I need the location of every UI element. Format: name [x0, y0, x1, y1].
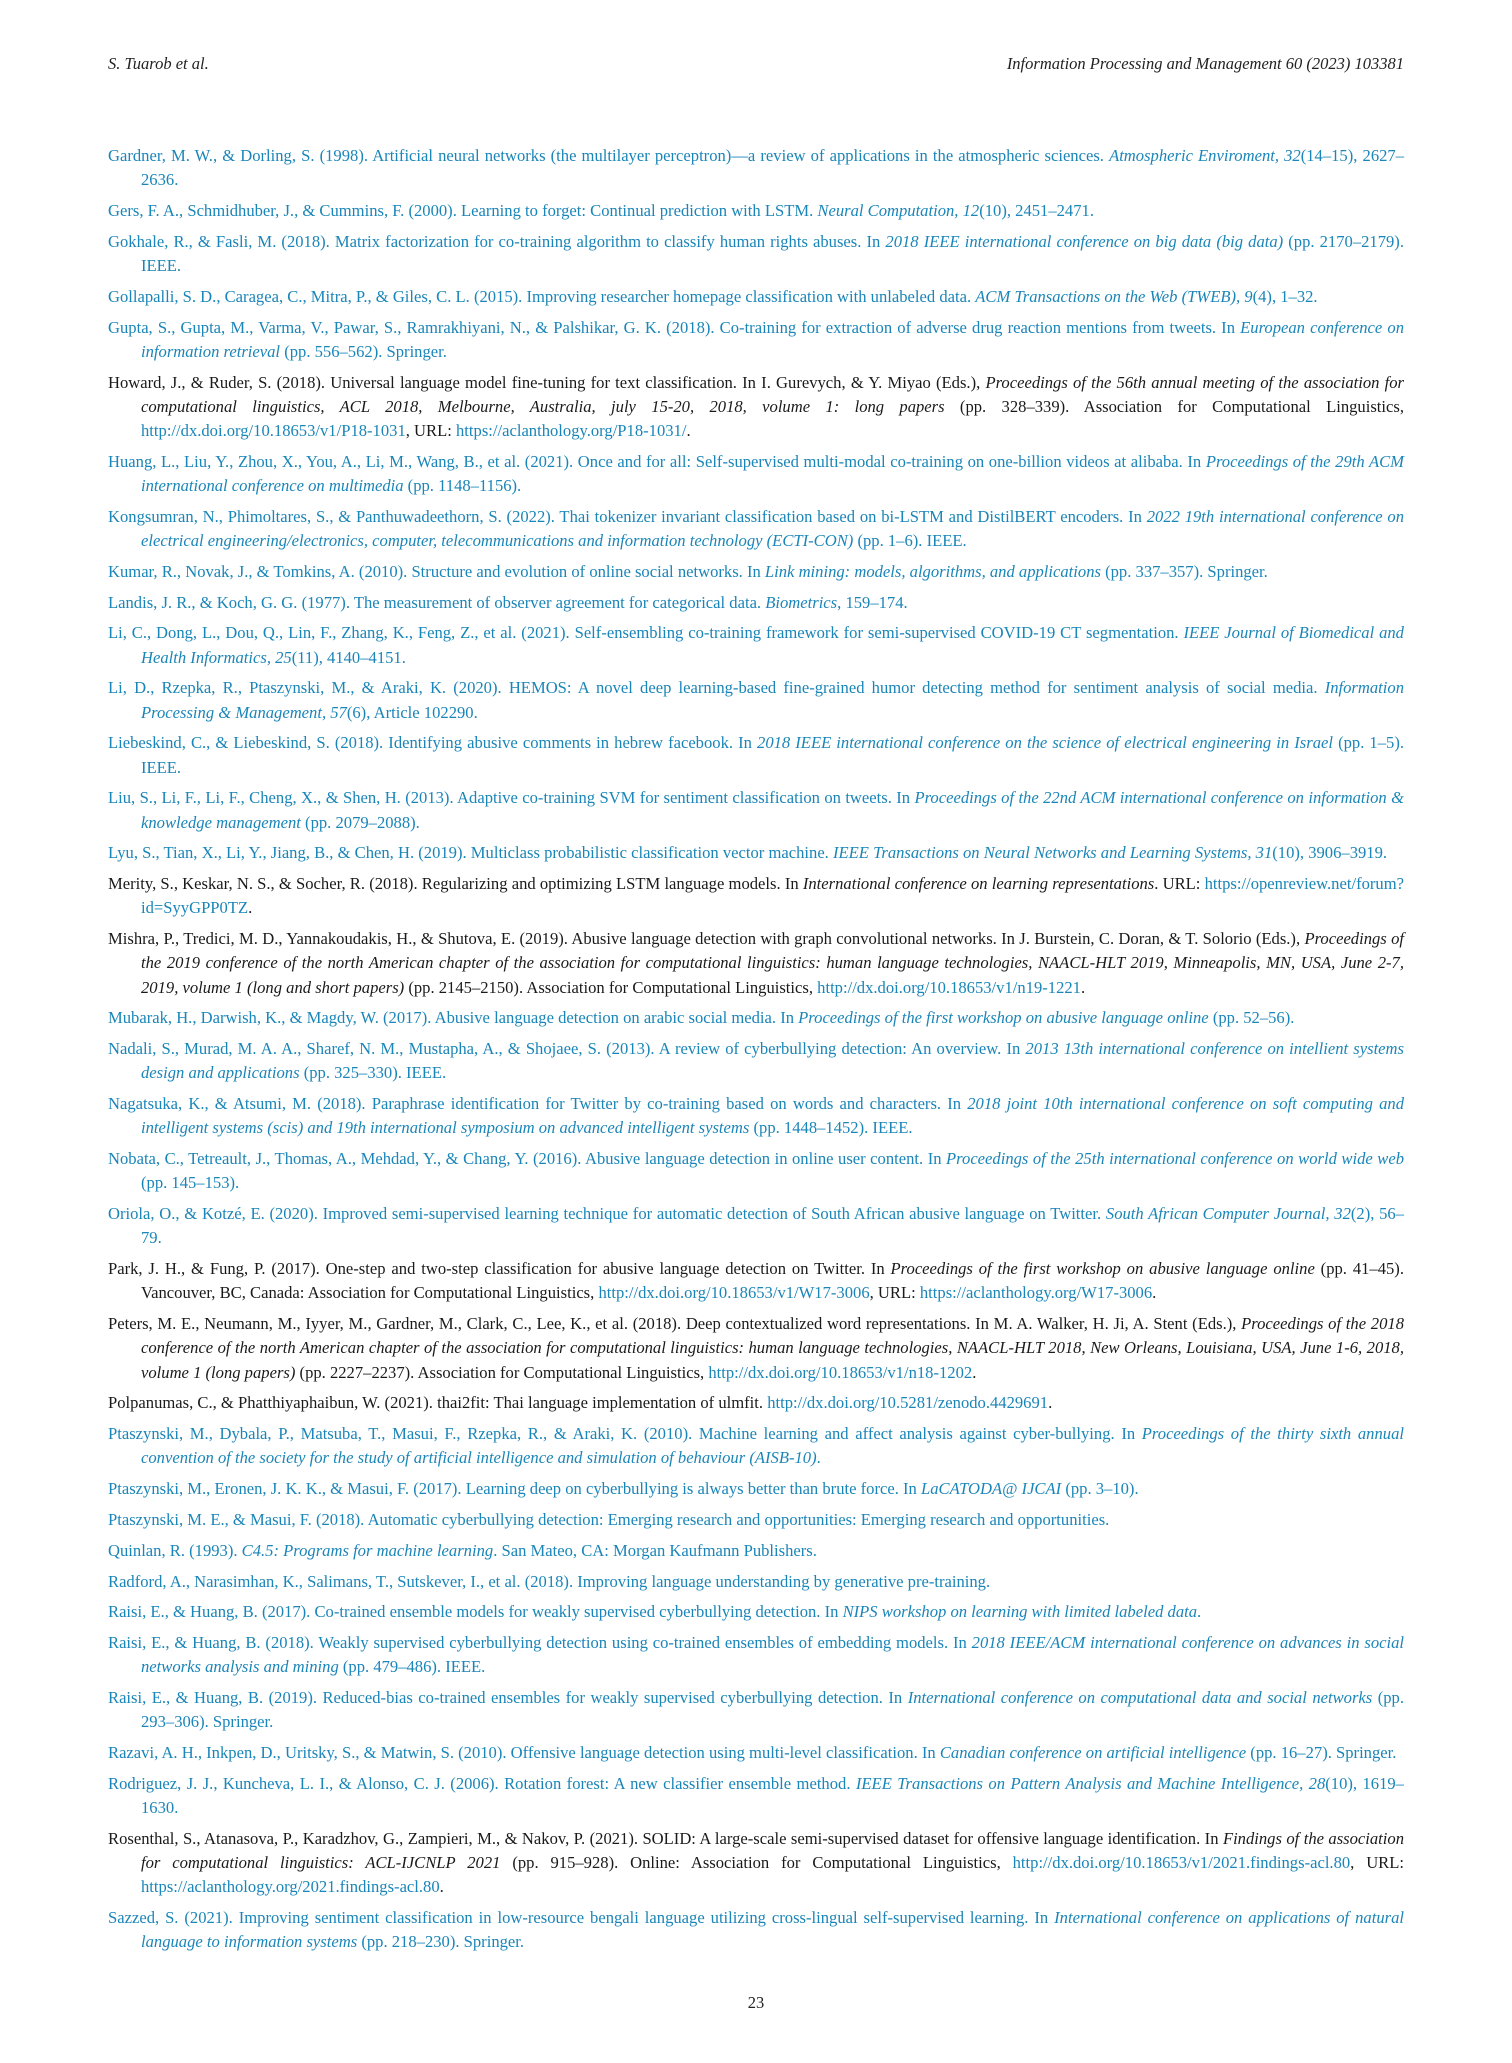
- reference-entry: [108, 1312, 1404, 1385]
- reference-text: Huang, L., Liu, Y., Zhou, X., You, A., Li, M., Wang, B., et al. (2021). Once and for all: Self-supervised multi-modal co-training on one-billion videos at alibaba. In: [108, 451, 1206, 471]
- reference-venue: South African Computer Journal, 32: [1105, 1204, 1351, 1224]
- reference-text: (10), 1619–1630.: [141, 1773, 1404, 1818]
- reference-text: (pp. 293–306). Springer.: [141, 1688, 1405, 1732]
- reference-text: (pp. 325–330). IEEE.: [299, 1063, 447, 1083]
- reference-text: Gokhale, R., & Fasli, M. (2018). Matrix factorization for co-training algorithm to classify human rights abuses. In: [108, 231, 886, 251]
- reference-text: .: [1152, 1283, 1157, 1303]
- reference-text: (pp. 2227–2237). Association for Computational Linguistics,: [295, 1362, 709, 1382]
- reference-text: Oriola, O., & Kotzé, E. (2020). Improved semi-supervised learning technique for automatic detection of South African abusive language on Twitter.: [108, 1204, 1106, 1224]
- reference-text: (pp. 479–486). IEEE.: [338, 1657, 486, 1677]
- reference-venue: IEEE Transactions on Pattern Analysis and Machine Intelligence, 28: [855, 1773, 1326, 1793]
- running-header-journal: Information Processing and Management 60 (2023) 103381: [1006, 54, 1404, 73]
- reference-text: Liu, S., Li, F., Li, F., Cheng, X., & Shen, H. (2013). Adaptive co-training SVM for sentiment classification on tweets. In: [108, 788, 915, 808]
- reference-venue: International conference on learning representations: [802, 874, 1155, 894]
- reference-text: Howard, J., & Ruder, S. (2018). Universal language model fine-tuning for text classification. In I. Gurevych, & Y. Miyao (Eds.),: [108, 372, 986, 392]
- reference-text: .: [686, 421, 691, 440]
- reference-entry[interactable]: [108, 1741, 1404, 1765]
- reference-text: Raisi, E., & Huang, B. (2019). Reduced-bias co-trained ensembles for weakly supervised cyberbullying detection. In: [108, 1688, 908, 1708]
- reference-venue: Link mining: models, algorithms, and applications: [764, 561, 1101, 581]
- reference-entry[interactable]: [108, 1422, 1404, 1470]
- reference-text: (pp. 1–6). IEEE.: [853, 531, 967, 550]
- reference-text: Li, D., Rzepka, R., Ptaszynski, M., & Araki, K. (2020). HEMOS: A novel deep learning-based fine-grained humor detecting method for sentiment analysis of social media.: [108, 678, 1325, 698]
- reference-url[interactable]: https://openreview.net/forum?id=SyyGPP0TZ: [141, 874, 1404, 918]
- reference-url[interactable]: http://dx.doi.org/10.5281/zenodo.4429691: [767, 1393, 1049, 1413]
- reference-text: Ptaszynski, M., Eronen, J. K. K., & Masui, F. (2017). Learning deep on cyberbullying is always better than brute force. In: [108, 1479, 921, 1499]
- reference-text: .: [439, 1877, 444, 1897]
- reference-entry[interactable]: [108, 1600, 1404, 1624]
- page-number: 23: [747, 1993, 765, 2012]
- reference-venue: Atmospheric Enviroment, 32: [1109, 146, 1301, 165]
- reference-text: (pp. 556–562). Springer.: [280, 341, 447, 361]
- reference-text: , URL:: [1350, 1853, 1404, 1873]
- reference-entry: [108, 1391, 1404, 1415]
- reference-text: Gardner, M. W., & Dorling, S. (1998). Artificial neural networks (the multilayer perceptron)—a review of applications in the atmospheric sciences.: [108, 146, 1110, 165]
- reference-venue: C4.5: Programs for machine learning: [241, 1540, 494, 1560]
- reference-entry[interactable]: [108, 1686, 1404, 1734]
- reference-venue: International conference on computational data and social networks: [907, 1688, 1373, 1708]
- reference-url[interactable]: http://dx.doi.org/10.18653/v1/2021.findings-acl.80: [1012, 1853, 1351, 1873]
- reference-text: Nadali, S., Murad, M. A. A., Sharef, N. M., Mustapha, A., & Shojaee, S. (2013). A review of cyberbullying detection: An overview. In: [108, 1039, 1026, 1059]
- reference-venue: LaCATODA@ IJCAI: [920, 1479, 1062, 1499]
- reference-entry[interactable]: [108, 1570, 1404, 1594]
- reference-venue: IEEE Transactions on Neural Networks and Learning Systems, 31: [832, 843, 1273, 863]
- reference-text: (pp. 2145–2150). Association for Computational Linguistics,: [404, 977, 818, 997]
- reference-venue: 2013 13th international conference on intellient systems design and applications: [141, 1039, 1404, 1083]
- reference-venue: Proceedings of the 2019 conference of the north American chapter of the association for computational linguistics: human language technologies, NAACL-HLT 2019, Minneapolis, MN, USA, June 2-7, 2019, volume 1 (long and short papers): [141, 929, 1404, 997]
- reference-entry[interactable]: [108, 1477, 1404, 1501]
- reference-venue: Proceedings of the 56th annual meeting of the association for computational linguistics, ACL 2018, Melbourne, Australia, july 15-20, 2018, volume 1: long papers: [141, 372, 1404, 416]
- reference-text: Peters, M. E., Neumann, M., Iyyer, M., Gardner, M., Clark, C., Lee, K., et al. (2018). Deep contextualized word representations. In M. A. Walker, H. Ji, A. Stent (Eds.),: [108, 1314, 1242, 1334]
- reference-text: Mubarak, H., Darwish, K., & Magdy, W. (2017). Abusive language detection on arabic social media. In: [108, 1008, 799, 1028]
- reference-entry[interactable]: [108, 786, 1404, 834]
- reference-url[interactable]: http://dx.doi.org/10.18653/v1/n18-1202: [708, 1362, 973, 1382]
- reference-url[interactable]: http://dx.doi.org/10.18653/v1/P18-1031: [141, 421, 406, 440]
- reference-text: Nagatsuka, K., & Atsumi, M. (2018). Paraphrase identification for Twitter by co-training based on words and characters. In: [108, 1094, 968, 1114]
- reference-entry: [108, 1827, 1404, 1900]
- reference-venue: Proceedings of the 2018 conference of the north American chapter of the association for computational linguistics: human language technologies, NAACL-HLT 2018, New Orleans, Louisiana, USA, June 1-6, 2018, volume 1 (long papers): [141, 1314, 1404, 1382]
- reference-entry[interactable]: [108, 1631, 1404, 1679]
- reference-entry: [108, 927, 1404, 1000]
- reference-entry[interactable]: [108, 1906, 1404, 1954]
- reference-text: (pp. 1–5). IEEE.: [141, 733, 1404, 777]
- reference-url[interactable]: https://aclanthology.org/P18-1031/: [456, 421, 687, 440]
- reference-text: Park, J. H., & Fung, P. (2017). One-step and two-step classification for abusive language detection on Twitter. In: [108, 1259, 891, 1279]
- reference-venue: IEEE Journal of Biomedical and Health Informatics, 25: [141, 623, 1404, 667]
- reference-entry: [108, 371, 1404, 444]
- reference-text: (11), 4140–4151.: [291, 647, 406, 667]
- reference-text: .: [1080, 977, 1086, 997]
- reference-text: Rodriguez, J. J., Kuncheva, L. I., & Alonso, C. J. (2006). Rotation forest: A new classifier ensemble method.: [108, 1773, 856, 1793]
- reference-list: [108, 144, 1404, 1961]
- reference-venue: Proceedings of the first workshop on abusive language online: [890, 1259, 1315, 1279]
- reference-entry[interactable]: [108, 199, 1404, 223]
- reference-text: Rosenthal, S., Atanasova, P., Karadzhov, G., Zampieri, M., & Nakov, P. (2021). SOLID: A large-scale semi-supervised dataset for offensive language identification. In: [108, 1828, 1223, 1848]
- reference-venue: 2018 joint 10th international conference on soft computing and intelligent systems (scis) and 19th international symposium on advanced intelligent systems: [141, 1094, 1405, 1138]
- reference-venue: 2018 IEEE international conference on big data (big data): [885, 231, 1284, 251]
- reference-text: (pp. 1448–1452). IEEE.: [749, 1118, 913, 1138]
- reference-text: Lyu, S., Tian, X., Li, Y., Jiang, B., & Chen, H. (2019). Multiclass probabilistic classification vector machine.: [108, 843, 833, 863]
- reference-text: (pp. 16–27). Springer.: [1246, 1743, 1397, 1763]
- reference-text: Landis, J. R., & Koch, G. G. (1977). The measurement of observer agreement for categorical data.: [108, 592, 766, 612]
- reference-text: Ptaszynski, M., Dybala, P., Matsuba, T., Masui, F., Rzepka, R., & Araki, K. (2010). Machine learning and affect analysis against cyber-bullying. In: [108, 1424, 1142, 1444]
- reference-text: (pp. 328–339). Association for Computational Linguistics,: [944, 396, 1404, 416]
- reference-text: (pp. 41–45). Vancouver, BC, Canada: Association for Computational Linguistics,: [141, 1259, 1404, 1303]
- reference-text: Raisi, E., & Huang, B. (2018). Weakly supervised cyberbullying detection using co-trained ensembles of embedding models. In: [108, 1633, 972, 1653]
- reference-venue: European conference on information retrieval: [141, 317, 1404, 361]
- reference-entry[interactable]: [108, 841, 1404, 865]
- reference-text: Raisi, E., & Huang, B. (2017). Co-trained ensemble models for weakly supervised cyberbullying detection. In: [108, 1602, 843, 1622]
- reference-text: Kumar, R., Novak, J., & Tomkins, A. (2010). Structure and evolution of online social networks. In: [108, 561, 765, 581]
- reference-text: (6), Article 102290.: [346, 702, 478, 722]
- reference-entry[interactable]: [108, 1037, 1404, 1085]
- reference-entry[interactable]: [108, 1539, 1404, 1563]
- reference-venue: ACM Transactions on the Web (TWEB), 9: [975, 286, 1253, 306]
- reference-venue: 2018 IEEE/ACM international conference on advances in social networks analysis and mining: [141, 1633, 1404, 1677]
- reference-text: .: [1048, 1393, 1053, 1413]
- reference-text: Nobata, C., Tetreault, J., Thomas, A., Mehdad, Y., & Chang, Y. (2016). Abusive language detection in online user content. In: [108, 1149, 947, 1169]
- reference-entry[interactable]: [108, 560, 1404, 584]
- reference-entry[interactable]: [108, 1092, 1404, 1140]
- reference-url[interactable]: http://dx.doi.org/10.18653/v1/W17-3006: [598, 1283, 870, 1303]
- reference-text: Polpanumas, C., & Phatthiyaphaibun, W. (2021). thai2fit: Thai language implementation of ulmfit.: [108, 1393, 768, 1413]
- reference-entry[interactable]: [108, 676, 1404, 724]
- reference-text: .: [816, 1448, 821, 1468]
- reference-text: . San Mateo, CA: Morgan Kaufmann Publishers.: [493, 1540, 817, 1560]
- reference-entry[interactable]: [108, 1202, 1404, 1250]
- reference-url[interactable]: http://dx.doi.org/10.18653/v1/n19-1221: [817, 977, 1081, 997]
- reference-text: Razavi, A. H., Inkpen, D., Uritsky, S., & Matwin, S. (2010). Offensive language detection using multi-level classification. In: [108, 1743, 940, 1763]
- reference-text: (pp. 2170–2179). IEEE.: [141, 231, 1404, 275]
- reference-text: .: [248, 898, 253, 918]
- reference-text: , 159–174.: [837, 592, 908, 612]
- reference-entry[interactable]: [108, 1772, 1404, 1820]
- reference-entry[interactable]: [108, 731, 1404, 779]
- reference-text: , URL:: [869, 1283, 920, 1303]
- reference-venue: Neural Computation, 12: [817, 201, 980, 220]
- reference-venue: NIPS workshop on learning with limited labeled data: [842, 1602, 1198, 1622]
- reference-text: Liebeskind, C., & Liebeskind, S. (2018). Identifying abusive comments in hebrew facebook. In: [108, 733, 758, 753]
- reference-venue: 2018 IEEE international conference on the science of electrical engineering in Israel: [757, 733, 1333, 753]
- reference-venue: 2022 19th international conference on electrical engineering/electronics, computer, telecommunications and information technology (ECTI-CON): [141, 506, 1404, 550]
- reference-text: . URL:: [1154, 874, 1205, 894]
- reference-entry[interactable]: [108, 621, 1404, 669]
- reference-text: (pp. 52–56).: [1208, 1008, 1295, 1028]
- reference-entry: [108, 872, 1404, 920]
- reference-entry: [108, 1257, 1404, 1305]
- reference-entry[interactable]: [108, 505, 1404, 553]
- reference-venue: Biometrics: [765, 592, 838, 612]
- reference-venue: Canadian conference on artificial intelligence: [939, 1743, 1247, 1763]
- reference-text: Ptaszynski, M. E., & Masui, F. (2018). Automatic cyberbullying detection: Emerging research and opportunities: Emerging research and opportunities.: [108, 1509, 1110, 1529]
- reference-text: (pp. 2079–2088).: [300, 812, 420, 832]
- reference-text: Gupta, S., Gupta, M., Varma, V., Pawar, S., Ramrakhiyani, N., & Palshikar, G. K. (2018). Co-training for extraction of adverse drug reaction mentions from tweets. In: [108, 317, 1241, 337]
- reference-entry[interactable]: [108, 591, 1404, 615]
- reference-url[interactable]: https://aclanthology.org/W17-3006: [919, 1283, 1153, 1303]
- reference-text: (pp. 145–153).: [141, 1173, 240, 1193]
- reference-entry[interactable]: [108, 144, 1404, 192]
- reference-text: (2), 56–79.: [141, 1204, 1405, 1248]
- reference-entry[interactable]: [108, 285, 1404, 309]
- reference-venue: Proceedings of the 25th international conference on world wide web: [946, 1149, 1404, 1169]
- reference-entry[interactable]: [108, 1147, 1404, 1195]
- running-header-authors: S. Tuarob et al.: [108, 54, 209, 73]
- reference-text: Kongsumran, N., Phimoltares, S., & Panthuwadeethorn, S. (2022). Thai tokenizer invariant classification based on bi-LSTM and DistilBERT encoders. In: [108, 506, 1147, 526]
- reference-text: Mishra, P., Tredici, M. D., Yannakoudakis, H., & Shutova, E. (2019). Abusive language detection with graph convolutional networks. In J. Burstein, C. Doran, & T. Solorio (Eds.),: [108, 929, 1305, 949]
- reference-text: (pp. 218–230). Springer.: [357, 1932, 525, 1952]
- reference-text: Li, C., Dong, L., Dou, Q., Lin, F., Zhang, K., Feng, Z., et al. (2021). Self-ensembling co-training framework for semi-supervised COVID-19 CT segmentation.: [108, 623, 1184, 643]
- reference-text: Quinlan, R. (1993).: [108, 1540, 242, 1560]
- reference-venue: Findings of the association for computational linguistics: ACL-IJCNLP 2021: [141, 1828, 1404, 1873]
- reference-venue: Proceedings of the 22nd ACM international conference on information & knowledge management: [141, 788, 1404, 832]
- reference-text: (pp. 3–10).: [1061, 1479, 1139, 1499]
- reference-venue: Proceedings of the 29th ACM international conference on multimedia: [141, 451, 1404, 495]
- reference-venue: Proceedings of the thirty sixth annual convention of the society for the study of artificial intelligence and simulation of behaviour (AISB-10): [141, 1424, 1404, 1468]
- reference-entry[interactable]: [108, 1508, 1404, 1532]
- reference-text: (10), 2451–2471.: [979, 201, 1094, 220]
- reference-venue: Proceedings of the first workshop on abusive language online: [798, 1008, 1209, 1028]
- reference-text: Sazzed, S. (2021). Improving sentiment classification in low-resource bengali language utilizing cross-lingual self-supervised learning. In: [108, 1908, 1055, 1928]
- reference-text: (pp. 1148–1156).: [403, 476, 522, 495]
- reference-text: (14–15), 2627–2636.: [141, 146, 1405, 190]
- reference-text: (4), 1–32.: [1252, 286, 1318, 306]
- reference-entry[interactable]: [108, 316, 1404, 364]
- reference-text: (pp. 915–928). Online: Association for Computational Linguistics,: [500, 1853, 1013, 1873]
- reference-text: Radford, A., Narasimhan, K., Salimans, T., Sutskever, I., et al. (2018). Improving language understanding by generative pre-training.: [108, 1571, 991, 1591]
- reference-text: , URL:: [405, 421, 456, 440]
- reference-text: (pp. 337–357). Springer.: [1100, 561, 1268, 581]
- reference-entry[interactable]: [108, 230, 1404, 278]
- reference-text: Merity, S., Keskar, N. S., & Socher, R. (2018). Regularizing and optimizing LSTM language models. In: [108, 874, 803, 894]
- reference-text: .: [972, 1362, 977, 1382]
- reference-text: .: [1197, 1602, 1202, 1622]
- reference-text: Gollapalli, S. D., Caragea, C., Mitra, P., & Giles, C. L. (2015). Improving researcher homepage classification with unlabeled data.: [108, 286, 976, 306]
- reference-url[interactable]: https://aclanthology.org/2021.findings-acl.80: [141, 1877, 440, 1897]
- reference-text: (10), 3906–3919.: [1272, 843, 1388, 863]
- reference-venue: International conference on applications of natural language to information systems: [141, 1908, 1404, 1952]
- reference-venue: Information Processing & Management, 57: [141, 678, 1404, 722]
- reference-entry[interactable]: [108, 450, 1404, 498]
- reference-entry[interactable]: [108, 1006, 1404, 1030]
- reference-text: Gers, F. A., Schmidhuber, J., & Cummins, F. (2000). Learning to forget: Continual prediction with LSTM.: [108, 201, 818, 220]
